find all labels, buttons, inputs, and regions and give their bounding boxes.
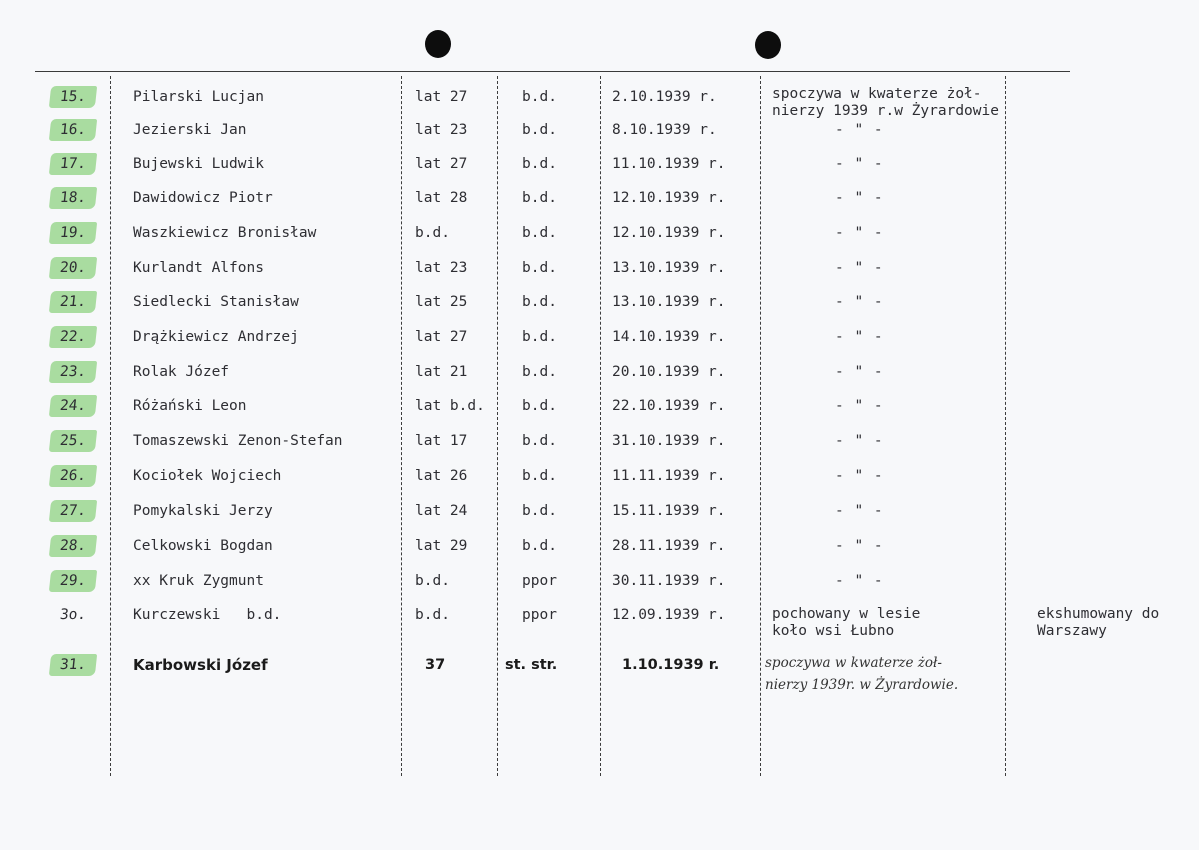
burial-place: - " - — [835, 503, 884, 519]
entry-number: 28. — [49, 535, 97, 557]
burial-place: - " - — [835, 294, 884, 310]
rank-value: b.d. — [522, 294, 557, 310]
rank-value: b.d. — [522, 503, 557, 519]
soldier-name: Karbowski Józef — [133, 656, 268, 674]
soldier-name: Rolak Józef — [133, 364, 230, 380]
age-value: 37 — [425, 657, 446, 673]
rank-value: b.d. — [522, 190, 557, 206]
burial-place: - " - — [835, 468, 884, 484]
rank-value: b.d. — [522, 329, 557, 345]
entry-number: 27. — [49, 500, 97, 522]
death-date: 12.10.1939 r. — [612, 190, 726, 206]
rank-value: b.d. — [522, 89, 557, 105]
burial-place: - " - — [835, 225, 884, 241]
entry-number: 20. — [49, 257, 97, 279]
rank-value: b.d. — [522, 225, 557, 241]
age-value: lat 27 — [415, 329, 468, 345]
rank-value: b.d. — [522, 538, 557, 554]
age-value: lat 25 — [415, 294, 468, 310]
top-rule — [35, 71, 1070, 72]
entry-number: 17. — [49, 153, 97, 175]
entry-number: 18. — [49, 187, 97, 209]
death-date: 30.11.1939 r. — [612, 573, 726, 589]
soldier-name: Siedlecki Stanisław — [133, 294, 299, 310]
age-value: lat 28 — [415, 190, 468, 206]
soldier-name: Celkowski Bogdan — [133, 538, 273, 554]
entry-number: 31. — [49, 654, 97, 676]
age-value: lat 24 — [415, 503, 468, 519]
entry-number: 23. — [49, 361, 97, 383]
table-row — [0, 224, 1199, 258]
age-value: lat b.d. — [415, 398, 485, 414]
rank-value: ppor — [522, 573, 557, 589]
age-value: lat 26 — [415, 468, 468, 484]
age-value: lat 29 — [415, 538, 468, 554]
table-row — [0, 189, 1199, 223]
death-date: 12.10.1939 r. — [612, 225, 726, 241]
table-row — [0, 467, 1199, 501]
age-value: lat 17 — [415, 433, 468, 449]
soldier-name: Bujewski Ludwik — [133, 156, 264, 172]
death-date: 14.10.1939 r. — [612, 329, 726, 345]
burial-place: - " - — [835, 122, 884, 138]
burial-place: spoczywa w kwaterze żoł- nierzy 1939r. w Żyrardowie. — [765, 655, 959, 693]
soldier-name: Dawidowicz Piotr — [133, 190, 273, 206]
soldier-name: Pomykalski Jerzy — [133, 503, 273, 519]
burial-place: - " - — [835, 364, 884, 380]
burial-place: pochowany w lesie koło wsi Łubno — [772, 606, 921, 639]
age-value: lat 27 — [415, 156, 468, 172]
table-row — [0, 121, 1199, 155]
burial-place: - " - — [835, 156, 884, 172]
rank-value: b.d. — [522, 122, 557, 138]
burial-place: - " - — [835, 329, 884, 345]
table-row — [0, 397, 1199, 431]
burial-place: - " - — [835, 398, 884, 414]
death-date: 12.09.1939 r. — [612, 607, 726, 623]
soldier-name: Drążkiewicz Andrzej — [133, 329, 299, 345]
age-value: lat 23 — [415, 122, 468, 138]
burial-place: - " - — [835, 538, 884, 554]
table-row — [0, 328, 1199, 362]
age-value: b.d. — [415, 225, 450, 241]
death-date: 11.10.1939 r. — [612, 156, 726, 172]
table-row — [0, 293, 1199, 327]
burial-place: spoczywa w kwaterze żoł- nierzy 1939 r.w Żyrardowie — [772, 86, 999, 119]
table-row — [0, 432, 1199, 466]
age-value: lat 27 — [415, 89, 468, 105]
death-date: 15.11.1939 r. — [612, 503, 726, 519]
death-date: 31.10.1939 r. — [612, 433, 726, 449]
age-value: lat 21 — [415, 364, 468, 380]
table-row — [0, 88, 1199, 122]
death-date: 1.10.1939 r. — [622, 657, 720, 673]
entry-number: 24. — [49, 395, 97, 417]
entry-number: 16. — [49, 119, 97, 141]
entry-number: 25. — [49, 430, 97, 452]
rank-value: b.d. — [522, 156, 557, 172]
death-date: 8.10.1939 r. — [612, 122, 717, 138]
soldier-name: Jezierski Jan — [133, 122, 247, 138]
death-date: 2.10.1939 r. — [612, 89, 717, 105]
burial-place: - " - — [835, 433, 884, 449]
death-date: 22.10.1939 r. — [612, 398, 726, 414]
table-row — [0, 259, 1199, 293]
table-row — [0, 502, 1199, 536]
soldier-name: Pilarski Lucjan — [133, 89, 264, 105]
table-row — [0, 363, 1199, 397]
entry-number: 15. — [49, 86, 97, 108]
rank-value: b.d. — [522, 364, 557, 380]
entry-number: 21. — [49, 291, 97, 313]
entry-number: 26. — [49, 465, 97, 487]
table-row — [0, 155, 1199, 189]
soldier-name: Kurlandt Alfons — [133, 260, 264, 276]
rank-value: b.d. — [522, 468, 557, 484]
death-date: 13.10.1939 r. — [612, 260, 726, 276]
soldier-name: Waszkiewicz Bronisław — [133, 225, 317, 241]
exhumation-note: ekshumowany do Warszawy — [1037, 606, 1160, 639]
table-row — [0, 572, 1199, 606]
burial-place: - " - — [835, 190, 884, 206]
age-value: b.d. — [415, 573, 450, 589]
soldier-name: Tomaszewski Zenon-Stefan — [133, 433, 343, 449]
entry-number: 29. — [49, 570, 97, 592]
burial-place: - " - — [835, 260, 884, 276]
rank-value: st. str. — [505, 657, 558, 673]
soldier-name: Kociołek Wojciech — [133, 468, 282, 484]
table-row — [0, 537, 1199, 571]
burial-place: - " - — [835, 573, 884, 589]
punch-hole-right — [755, 31, 781, 59]
table-row — [0, 655, 1199, 693]
death-date: 28.11.1939 r. — [612, 538, 726, 554]
table-row — [0, 606, 1199, 640]
rank-value: ppor — [522, 607, 557, 623]
soldier-name: xx Kruk Zygmunt — [133, 573, 264, 589]
rank-value: b.d. — [522, 398, 557, 414]
age-value: b.d. — [415, 607, 450, 623]
entry-number: 22. — [49, 326, 97, 348]
rank-value: b.d. — [522, 260, 557, 276]
entry-number: 3o. — [59, 607, 87, 623]
soldier-name: Różański Leon — [133, 398, 247, 414]
death-date: 13.10.1939 r. — [612, 294, 726, 310]
rank-value: b.d. — [522, 433, 557, 449]
death-date: 20.10.1939 r. — [612, 364, 726, 380]
entry-number: 19. — [49, 222, 97, 244]
soldier-name: Kurczewski b.d. — [133, 607, 282, 623]
death-date: 11.11.1939 r. — [612, 468, 726, 484]
age-value: lat 23 — [415, 260, 468, 276]
punch-hole-left — [425, 30, 451, 58]
